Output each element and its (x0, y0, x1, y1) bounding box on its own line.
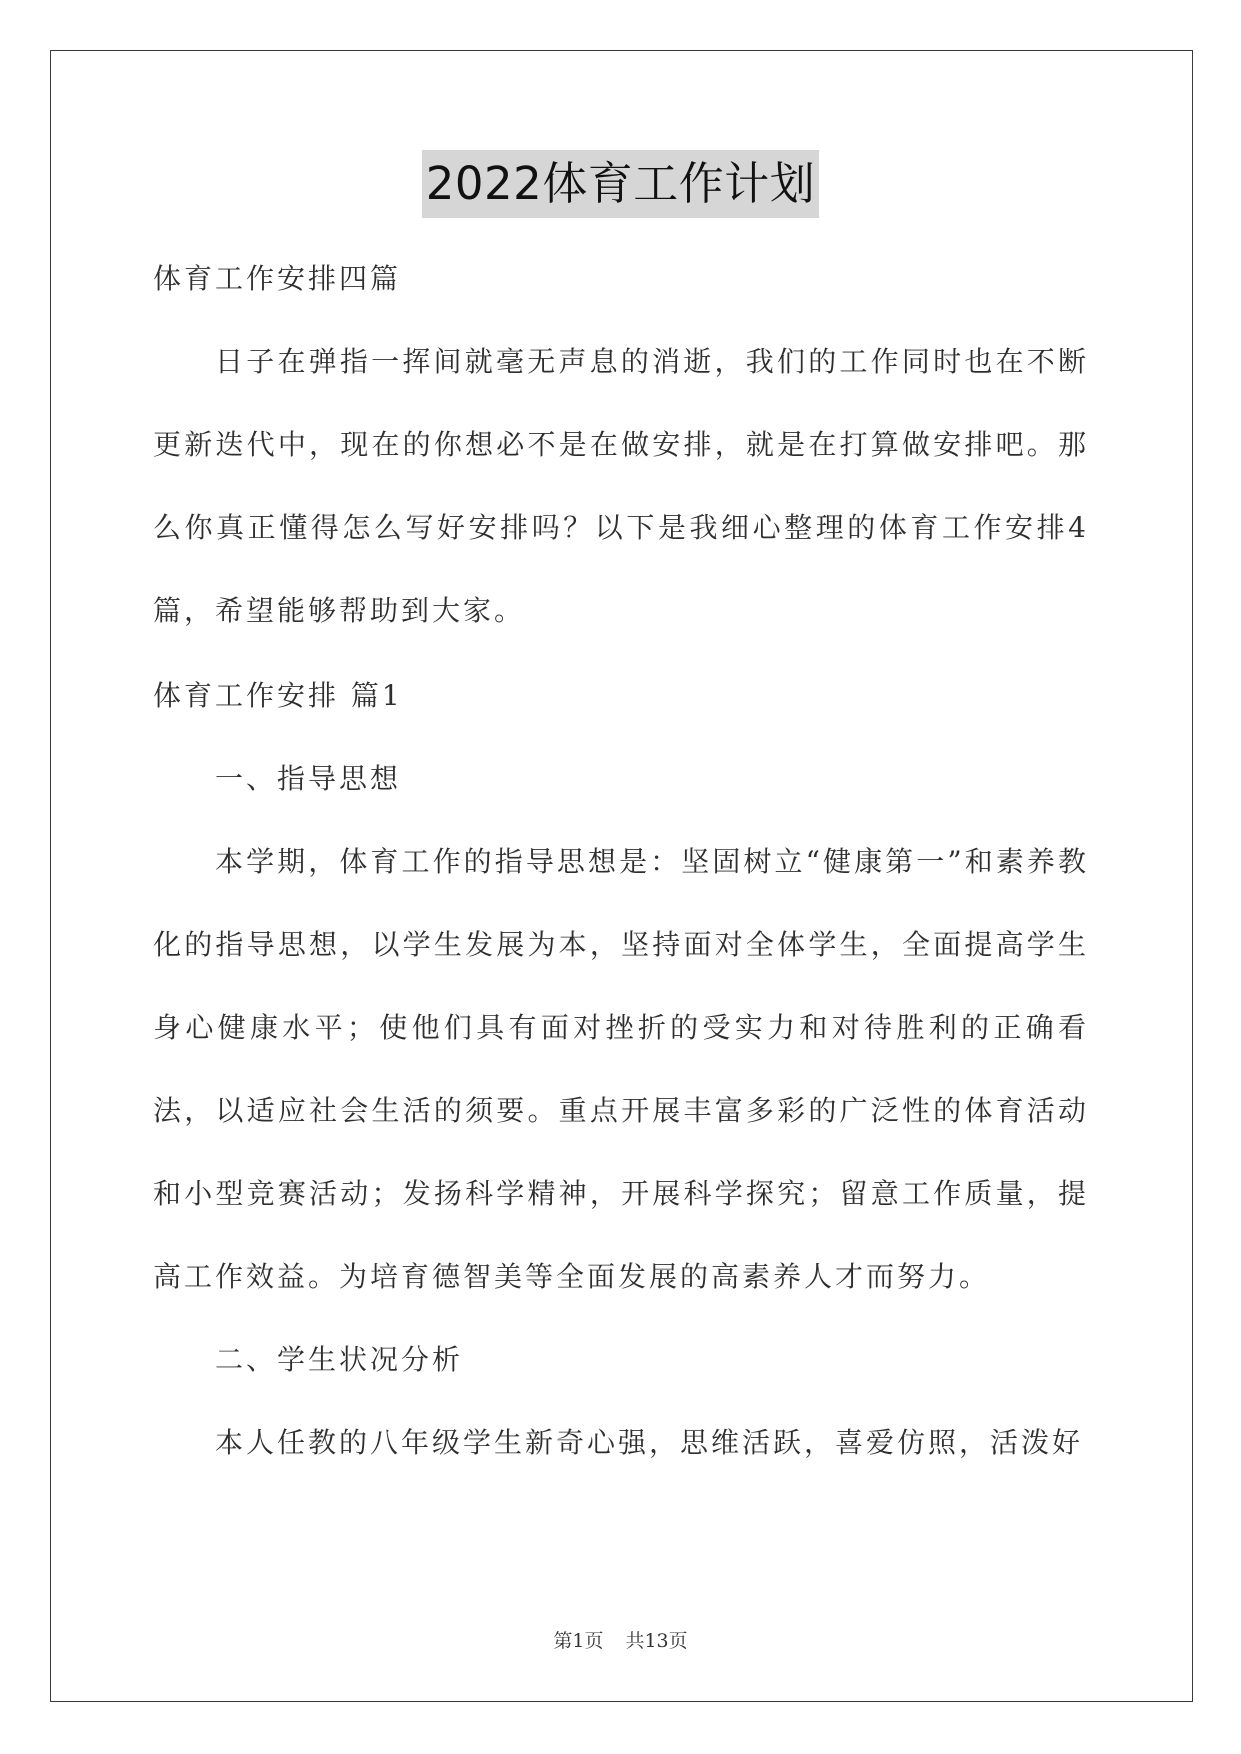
guiding-paragraph: 本学期，体育工作的指导思想是：坚固树立“健康第一”和素养教化的指导思想，以学生发展为本，坚持面对全体学生，全面提高学生身心健康水平；使他们具有面对挫折的受实力和对待胜利的正确看法，以适应社会生活的须要。重点开展丰富多彩的广泛性的体育活动和小型竞赛活动；发扬科学精神，开展科学探究；留意工作质量，提高工作效益。为培育德智美等全面发展的高素养人才而努力。 (153, 845, 1089, 1293)
intro-paragraph: 日子在弹指一挥间就毫无声息的消逝，我们的工作同时也在不断更新迭代中，现在的你想必不是在做安排，就是在打算做安排吧。那么你真正懂得怎么写好安排吗？以下是我细心整理的体育工作安排4篇，希望能够帮助到大家。 (153, 345, 1089, 627)
section-heading-students: 二、学生状况分析 (215, 1343, 464, 1376)
students-paragraph: 本人任教的八年级学生新奇心强，思维活跃，喜爱仿照，活泼好 (215, 1426, 1084, 1459)
page-footer (0, 1626, 1241, 1653)
section-title: 体育工作安排 篇1 (153, 679, 403, 712)
document-body (153, 237, 1089, 652)
page-total: 共13页 (625, 1630, 688, 1652)
document-title: 2022体育工作计划 (422, 150, 820, 218)
section-heading-guiding: 一、指导思想 (215, 762, 402, 795)
title-area (0, 150, 1241, 218)
document-subtitle: 体育工作安排四篇 (153, 262, 402, 295)
page-number: 第1页 (553, 1630, 604, 1652)
section-body (153, 654, 1089, 1484)
